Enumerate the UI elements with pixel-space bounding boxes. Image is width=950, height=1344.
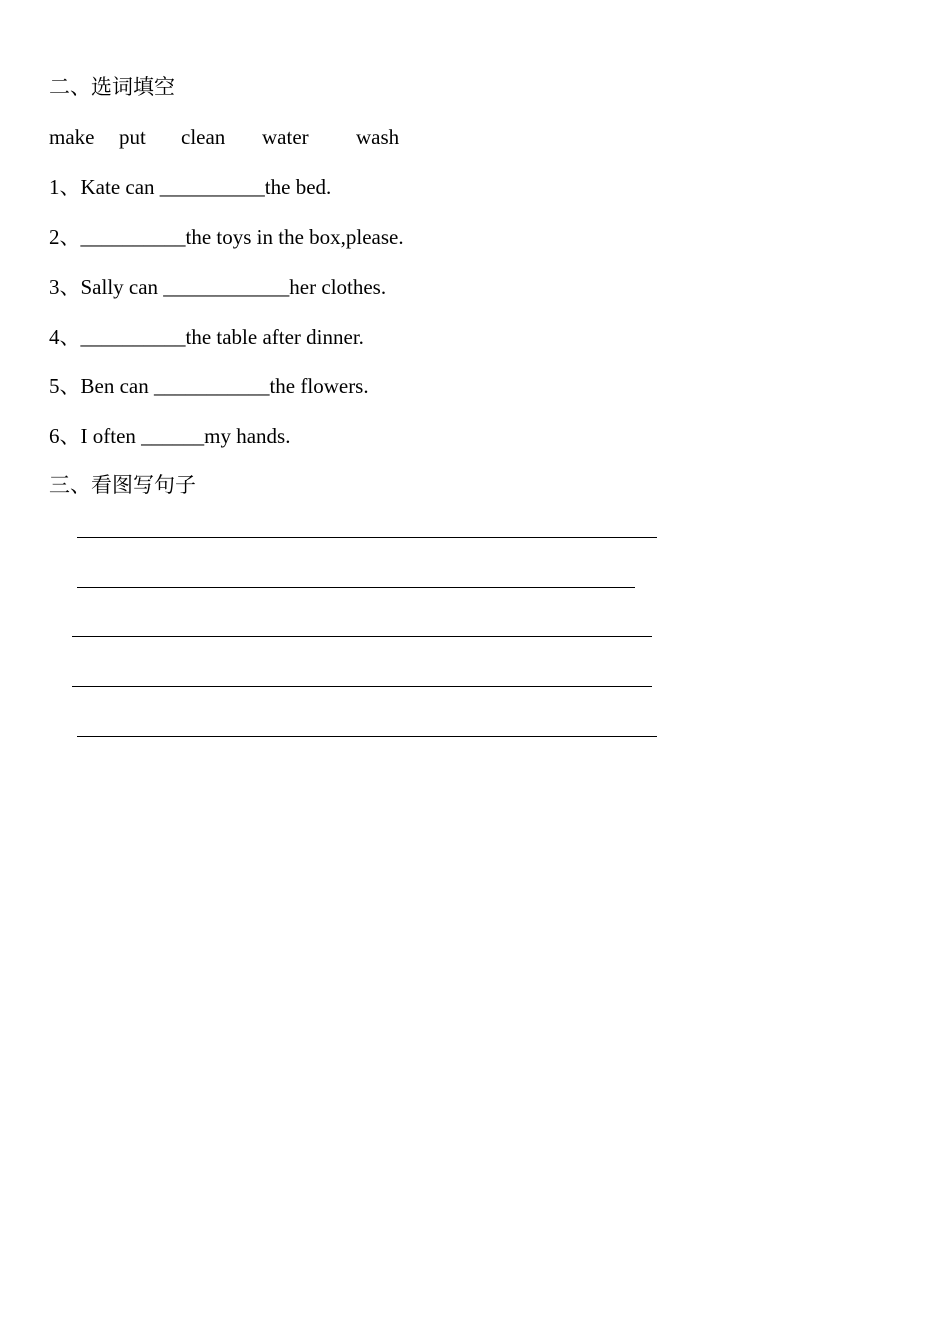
question-5: 5、Ben can ___________the flowers. xyxy=(49,374,369,398)
answer-line-5 xyxy=(77,736,657,737)
question-1: 1、Kate can __________the bed. xyxy=(49,175,332,199)
answer-line-4 xyxy=(72,686,652,687)
answer-line-1 xyxy=(77,537,657,538)
answer-line-2 xyxy=(77,587,635,588)
section-title-write-sentences: 三、看图写句子 xyxy=(49,473,196,497)
section-title-fill-in: 二、选词填空 xyxy=(49,75,175,99)
word-bank-item: wash xyxy=(356,125,400,149)
word-bank-item: make xyxy=(49,125,95,149)
question-2: 2、__________the toys in the box,please. xyxy=(49,225,404,249)
question-3: 3、Sally can ____________her clothes. xyxy=(49,275,387,299)
question-4: 4、__________the table after dinner. xyxy=(49,325,364,349)
word-bank-item: put xyxy=(119,125,146,149)
word-bank-item: clean xyxy=(181,125,226,149)
question-6: 6、I often ______my hands. xyxy=(49,424,291,448)
word-bank-item: water xyxy=(262,125,309,149)
answer-line-3 xyxy=(72,636,652,637)
